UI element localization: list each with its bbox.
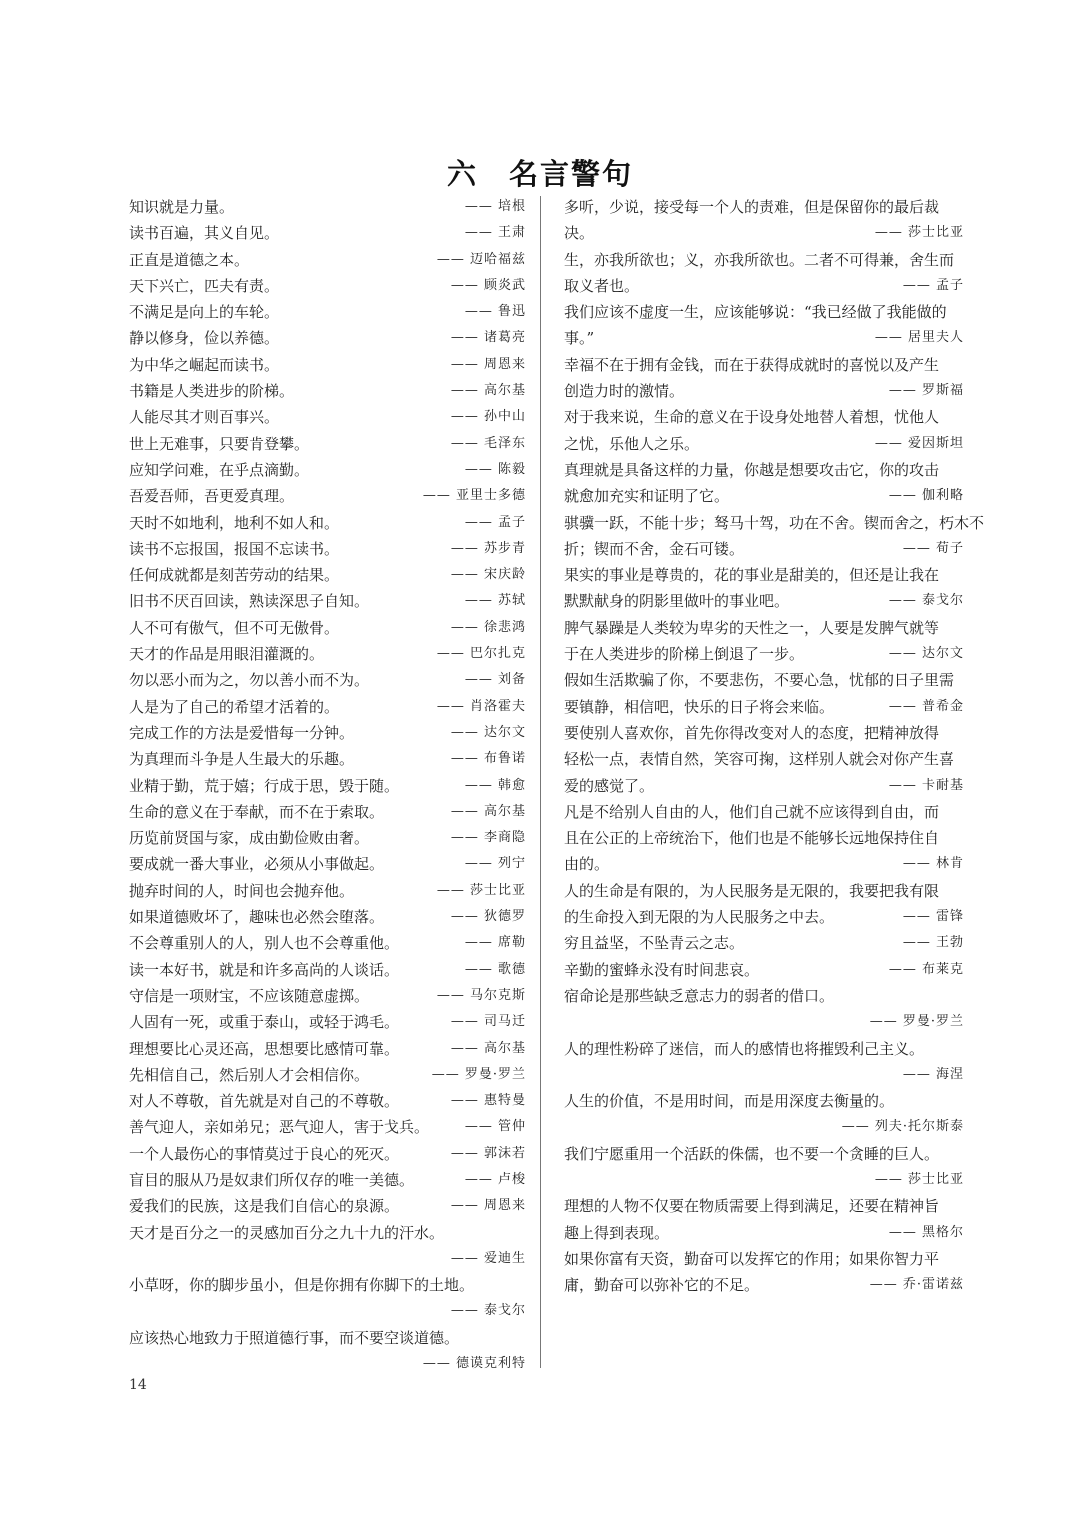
quote-text: 业精于勤，荒于嬉；行成于思，毁于随。 <box>129 776 400 795</box>
quote-row <box>564 1114 964 1140</box>
quote-author: —— 罗曼·罗兰 <box>869 1014 964 1030</box>
quote-author: —— 马尔克斯 <box>436 987 526 1003</box>
quote-text: 如果你富有天资，勤奋可以发挥它的作用；如果你智力平 <box>564 1249 940 1268</box>
quote-text: 骐骥一跃，不能十步；驽马十驾，功在不舍。锲而舍之，朽木不 <box>564 513 985 532</box>
quote-author: —— 达尔文 <box>450 724 526 740</box>
quote-row <box>129 773 526 799</box>
quote-row <box>564 273 964 299</box>
quote-row <box>129 904 526 930</box>
quote-row <box>564 588 964 614</box>
quote-text: 决。 <box>564 224 595 243</box>
quote-author: —— 徐悲鸿 <box>450 619 526 635</box>
quote-author: —— 管仲 <box>464 1119 526 1135</box>
quote-text: 任何成就都是刻苦劳动的结果。 <box>129 566 340 585</box>
quote-row <box>564 483 964 509</box>
quote-row <box>564 1088 964 1114</box>
quote-row <box>564 352 964 378</box>
right-column <box>564 194 985 1298</box>
quote-text: 凡是不给别人自由的人，他们自己就不应该得到自由，而 <box>564 802 940 821</box>
quote-row <box>564 641 964 667</box>
quote-text: 要使别人喜欢你，首先你得改变对人的态度，把精神放得 <box>564 723 940 742</box>
page-title: 六 名言警句 <box>446 157 633 191</box>
quote-row <box>564 325 964 351</box>
quote-author: —— 亚里士多德 <box>422 488 526 504</box>
quote-author: —— 列夫·托尔斯泰 <box>841 1119 964 1135</box>
quote-text: 辛勤的蜜蜂永没有时间悲哀。 <box>564 960 760 979</box>
quote-row <box>129 720 526 746</box>
quote-row <box>564 1167 964 1193</box>
quote-row <box>129 536 526 562</box>
quote-row <box>129 510 526 536</box>
quote-text: 世上无难事，只要肯登攀。 <box>129 434 310 453</box>
quote-text: 盲目的服从乃是奴隶们所仅存的唯一美德。 <box>129 1170 415 1189</box>
quote-text: 先相信自己，然后别人才会相信你。 <box>129 1065 370 1084</box>
quote-row <box>564 615 964 641</box>
quote-author: —— 王勃 <box>902 935 964 951</box>
quote-author: —— 顾炎武 <box>450 277 526 293</box>
quote-text: 且在公正的上帝统治下，他们也是不能够长远地保持住自 <box>564 829 940 848</box>
quote-author: —— 王肃 <box>464 225 526 241</box>
quote-row <box>564 773 964 799</box>
quote-text: 人是为了自己的希望才活着的。 <box>129 697 340 716</box>
quote-author: —— 陈毅 <box>464 461 526 477</box>
quote-row <box>564 799 964 825</box>
quote-text: 趣上得到表现。 <box>564 1223 670 1242</box>
quote-row <box>129 1246 526 1272</box>
quote-text: 如果道德败坏了，趣味也必然会堕落。 <box>129 908 385 927</box>
quote-row <box>129 983 526 1009</box>
quote-author: —— 席勒 <box>464 935 526 951</box>
left-column <box>129 194 526 1377</box>
quote-row <box>564 957 964 983</box>
quote-row <box>129 220 526 246</box>
quote-row <box>564 904 964 930</box>
quote-row <box>129 957 526 983</box>
quote-author: —— 罗曼·罗兰 <box>431 1066 526 1082</box>
quote-row <box>564 1009 964 1035</box>
quote-text: 人能尽其才则百事兴。 <box>129 408 280 427</box>
quote-text: 吾爱吾师，吾更爱真理。 <box>129 487 295 506</box>
quote-text: 于在人类进步的阶梯上倒退了一步。 <box>564 645 805 664</box>
quote-text: 假如生活欺骗了你，不要悲伤，不要心急，忧郁的日子里需 <box>564 671 955 690</box>
quote-author: —— 歌德 <box>464 961 526 977</box>
quote-text: 完成工作的方法是爱惜每一分钟。 <box>129 723 355 742</box>
quote-row <box>564 378 964 404</box>
quote-text: 人固有一死，或重于泰山，或轻于鸿毛。 <box>129 1013 400 1032</box>
quote-author: —— 惠特曼 <box>450 1093 526 1109</box>
quote-row <box>129 694 526 720</box>
quote-author: —— 达尔文 <box>888 646 964 662</box>
quote-text: 静以修身，俭以养德。 <box>129 329 280 348</box>
quote-row <box>564 878 964 904</box>
quote-text: 书籍是人类进步的阶梯。 <box>129 382 295 401</box>
quote-text: 勿以恶小而为之，勿以善小而不为。 <box>129 671 370 690</box>
quote-text: 多听，少说，接受每一个人的责难，但是保留你的最后裁 <box>564 198 940 216</box>
quote-author: —— 卢梭 <box>464 1171 526 1187</box>
quote-author: —— 列宁 <box>464 856 526 872</box>
quote-author: —— 罗斯福 <box>888 383 964 399</box>
quote-text: 脾气暴躁是人类较为卑劣的天性之一，人要是发脾气就等 <box>564 618 940 637</box>
quote-row <box>129 615 526 641</box>
quote-row <box>129 194 526 220</box>
quote-row <box>129 325 526 351</box>
quote-row <box>129 483 526 509</box>
quote-author: —— 宋庆龄 <box>450 567 526 583</box>
quote-row <box>564 694 964 720</box>
quote-author: —— 巴尔扎克 <box>436 646 526 662</box>
quote-row <box>129 352 526 378</box>
quote-text: 庸，勤奋可以弥补它的不足。 <box>564 1276 760 1295</box>
quote-row <box>564 1036 964 1062</box>
quote-author: —— 荀子 <box>902 540 964 556</box>
quote-row <box>129 1114 526 1140</box>
quote-text: 为中华之崛起而读书。 <box>129 355 280 374</box>
quote-text: 应知学问难，在乎点滴勤。 <box>129 460 310 479</box>
quote-author: —— 诸葛亮 <box>450 330 526 346</box>
quote-text: 幸福不在于拥有金钱，而在于获得成就时的喜悦以及产生 <box>564 355 940 374</box>
quote-row <box>129 851 526 877</box>
quote-row <box>564 536 964 562</box>
quote-row <box>564 220 964 246</box>
quote-author: —— 刘备 <box>464 672 526 688</box>
quote-text: 应该热心地致力于照道德行事，而不要空谈道德。 <box>129 1328 460 1347</box>
quote-row <box>564 457 964 483</box>
quote-text: 由的。 <box>564 855 610 874</box>
quote-text: 我们宁愿重用一个活跃的侏儒，也不要一个贪睡的巨人。 <box>564 1144 940 1163</box>
quote-author: —— 海涅 <box>902 1066 964 1082</box>
quote-row <box>564 667 964 693</box>
quote-row <box>129 799 526 825</box>
quote-author: —— 肖洛霍夫 <box>436 698 526 714</box>
quote-author: —— 韩愈 <box>464 777 526 793</box>
quote-text: 不满足是向上的车轮。 <box>129 303 280 322</box>
quote-author: —— 培根 <box>464 199 526 214</box>
quote-author: —— 苏轼 <box>464 593 526 609</box>
quote-author: —— 普希金 <box>888 698 964 714</box>
quote-row <box>129 1298 526 1324</box>
quote-row <box>564 510 985 536</box>
quote-author: —— 伽利略 <box>888 488 964 504</box>
quote-author: —— 布鲁诺 <box>450 751 526 767</box>
quote-author: —— 苏步青 <box>450 540 526 556</box>
quote-text: 对于我来说，生命的意义在于设身处地替人着想，忧他人 <box>564 408 940 427</box>
quote-author: —— 孟子 <box>902 277 964 293</box>
quote-text: 折；锲而不舍，金石可镂。 <box>564 539 745 558</box>
column-divider <box>540 196 541 1368</box>
quote-text: 爱的感觉了。 <box>564 776 655 795</box>
quote-row <box>564 825 964 851</box>
quote-row <box>129 1272 526 1298</box>
quote-text: 读书不忘报国，报国不忘读书。 <box>129 539 340 558</box>
quote-row <box>129 378 526 404</box>
quote-text: 知识就是力量。 <box>129 198 235 216</box>
quote-row <box>129 1088 526 1114</box>
quote-text: 人的理性粉碎了迷信，而人的感情也将摧毁利己主义。 <box>564 1039 925 1058</box>
quote-text: 读一本好书，就是和许多高尚的人谈话。 <box>129 960 400 979</box>
quote-text: 事。” <box>564 329 595 348</box>
quote-row <box>564 404 964 430</box>
quote-row <box>129 1167 526 1193</box>
quote-text: 宿命论是那些缺乏意志力的弱者的借口。 <box>564 986 835 1005</box>
quote-text: 轻松一点，表情自然，笑容可掬，这样别人就会对你产生喜 <box>564 750 955 769</box>
quote-text: 就愈加充实和证明了它。 <box>564 487 730 506</box>
quote-text: 天下兴亡，匹夫有责。 <box>129 276 280 295</box>
quote-row <box>564 1272 964 1298</box>
quote-text: 天时不如地利，地利不如人和。 <box>129 513 340 532</box>
quote-author: —— 高尔基 <box>450 383 526 399</box>
quote-row <box>129 562 526 588</box>
quote-text: 理想要比心灵还高，思想要比感情可靠。 <box>129 1039 400 1058</box>
quote-row <box>564 851 964 877</box>
quote-row <box>129 588 526 614</box>
quote-author: —— 爱迪生 <box>450 1250 526 1266</box>
quote-row <box>129 825 526 851</box>
quote-author: —— 迈哈福兹 <box>436 251 526 267</box>
quote-row <box>564 1246 964 1272</box>
quote-text: 默默献身的阴影里做叶的事业吧。 <box>564 592 790 611</box>
quote-text: 为真理而斗争是人生最大的乐趣。 <box>129 750 355 769</box>
quote-text: 果实的事业是尊贵的，花的事业是甜美的，但还是让我在 <box>564 566 940 585</box>
quote-author: —— 高尔基 <box>450 803 526 819</box>
quote-row <box>129 247 526 273</box>
quote-author: —— 莎士比亚 <box>874 225 964 241</box>
quote-text: 不会尊重别人的人，别人也不会尊重他。 <box>129 934 400 953</box>
quote-author: —— 周恩来 <box>450 356 526 372</box>
quote-row <box>564 247 964 273</box>
quote-row <box>564 431 964 457</box>
quote-row <box>564 1062 964 1088</box>
quote-text: 抛弃时间的人，时间也会抛弃他。 <box>129 881 355 900</box>
quote-author: —— 高尔基 <box>450 1040 526 1056</box>
quote-author: —— 莎士比亚 <box>436 882 526 898</box>
quote-row <box>129 273 526 299</box>
quote-author: —— 周恩来 <box>450 1198 526 1214</box>
quote-row <box>564 1220 964 1246</box>
quote-text: 人的生命是有限的，为人民服务是无限的，我要把我有限 <box>564 881 940 900</box>
quote-author: —— 泰戈尔 <box>888 593 964 609</box>
quote-author: —— 鲁迅 <box>464 304 526 320</box>
quote-text: 天才是百分之一的灵感加百分之九十九的汗水。 <box>129 1223 445 1242</box>
quote-row <box>564 720 964 746</box>
quote-text: 创造力时的激情。 <box>564 382 685 401</box>
quote-row <box>129 930 526 956</box>
quote-text: 人不可有傲气，但不可无傲骨。 <box>129 618 340 637</box>
quote-text: 的生命投入到无限的为人民服务之中去。 <box>564 908 835 927</box>
quote-author: —— 毛泽东 <box>450 435 526 451</box>
quote-row <box>129 1062 526 1088</box>
quote-author: —— 司马迁 <box>450 1014 526 1030</box>
quote-text: 守信是一项财宝，不应该随意虚掷。 <box>129 986 370 1005</box>
quote-text: 之忧，乐他人之乐。 <box>564 434 700 453</box>
quote-text: 生命的意义在于奉献，而不在于索取。 <box>129 802 385 821</box>
quote-author: —— 雷锋 <box>902 909 964 925</box>
quote-text: 真理就是具备这样的力量，你越是想要攻击它，你的攻击 <box>564 460 940 479</box>
quote-row <box>129 878 526 904</box>
quote-text: 善气迎人，亲如弟兄；恶气迎人，害于戈兵。 <box>129 1118 430 1137</box>
quote-row <box>564 930 964 956</box>
quote-text: 爱我们的民族，这是我们自信心的泉源。 <box>129 1197 400 1216</box>
quote-text: 取义者也。 <box>564 276 640 295</box>
quote-author: —— 黑格尔 <box>888 1224 964 1240</box>
quote-row <box>564 562 964 588</box>
quote-row <box>129 1009 526 1035</box>
quote-row <box>129 667 526 693</box>
quote-author: —— 狄德罗 <box>450 909 526 925</box>
quote-row <box>564 299 964 325</box>
quote-row <box>129 404 526 430</box>
quote-author: —— 孟子 <box>464 514 526 530</box>
quote-text: 正直是道德之本。 <box>129 250 250 269</box>
quote-row <box>129 1351 526 1377</box>
quote-text: 人生的价值，不是用时间，而是用深度去衡量的。 <box>564 1092 895 1111</box>
quote-author: —— 乔·雷诺兹 <box>869 1277 964 1293</box>
quote-row <box>129 641 526 667</box>
quote-row <box>129 1193 526 1219</box>
quote-author: —— 林肯 <box>902 856 964 872</box>
quote-text: 一个人最伤心的事情莫过于良心的死灭。 <box>129 1144 400 1163</box>
quote-text: 历览前贤国与家，成由勤俭败由奢。 <box>129 829 370 848</box>
quote-row <box>129 1036 526 1062</box>
quote-row <box>564 746 964 772</box>
quote-author: —— 爱因斯坦 <box>874 435 964 451</box>
quote-row <box>129 1220 526 1246</box>
quote-row <box>129 299 526 325</box>
quote-text: 我们应该不虚度一生，应该能够说：“我已经做了我能做的 <box>564 303 947 322</box>
quote-author: —— 卡耐基 <box>888 777 964 793</box>
quote-text: 读书百遍，其义自见。 <box>129 224 280 243</box>
quote-row <box>129 431 526 457</box>
quote-row <box>564 983 964 1009</box>
quote-author: —— 孙中山 <box>450 409 526 425</box>
quote-text: 旧书不厌百回读，熟读深思子自知。 <box>129 592 370 611</box>
quote-row <box>564 194 964 220</box>
quote-author: —— 莎士比亚 <box>874 1171 964 1187</box>
quote-row <box>564 1193 964 1219</box>
quote-row <box>129 457 526 483</box>
quote-author: —— 布莱克 <box>888 961 964 977</box>
quote-author: —— 泰戈尔 <box>450 1303 526 1319</box>
quote-text: 要成就一番大事业，必须从小事做起。 <box>129 855 385 874</box>
quote-author: —— 郭沫若 <box>450 1145 526 1161</box>
page-number: 14 <box>129 1377 147 1393</box>
quote-row <box>129 1325 526 1351</box>
quote-text: 要镇静，相信吧，快乐的日子将会来临。 <box>564 697 835 716</box>
quote-text: 穷且益坚，不坠青云之志。 <box>564 934 745 953</box>
quote-text: 天才的作品是用眼泪灌溉的。 <box>129 645 325 664</box>
quote-text: 小草呀，你的脚步虽小，但是你拥有你脚下的土地。 <box>129 1276 475 1295</box>
quote-row <box>129 1141 526 1167</box>
quote-author: —— 李商隐 <box>450 830 526 846</box>
quote-row <box>564 1141 964 1167</box>
quote-text: 对人不尊敬，首先就是对自己的不尊敬。 <box>129 1092 400 1111</box>
quote-text: 理想的人物不仅要在物质需要上得到满足，还要在精神旨 <box>564 1197 940 1216</box>
quote-row <box>129 746 526 772</box>
quote-author: —— 居里夫人 <box>874 330 964 346</box>
quote-author: —— 德谟克利特 <box>422 1356 526 1372</box>
quote-text: 生，亦我所欲也；义，亦我所欲也。二者不可得兼，舍生而 <box>564 250 955 269</box>
